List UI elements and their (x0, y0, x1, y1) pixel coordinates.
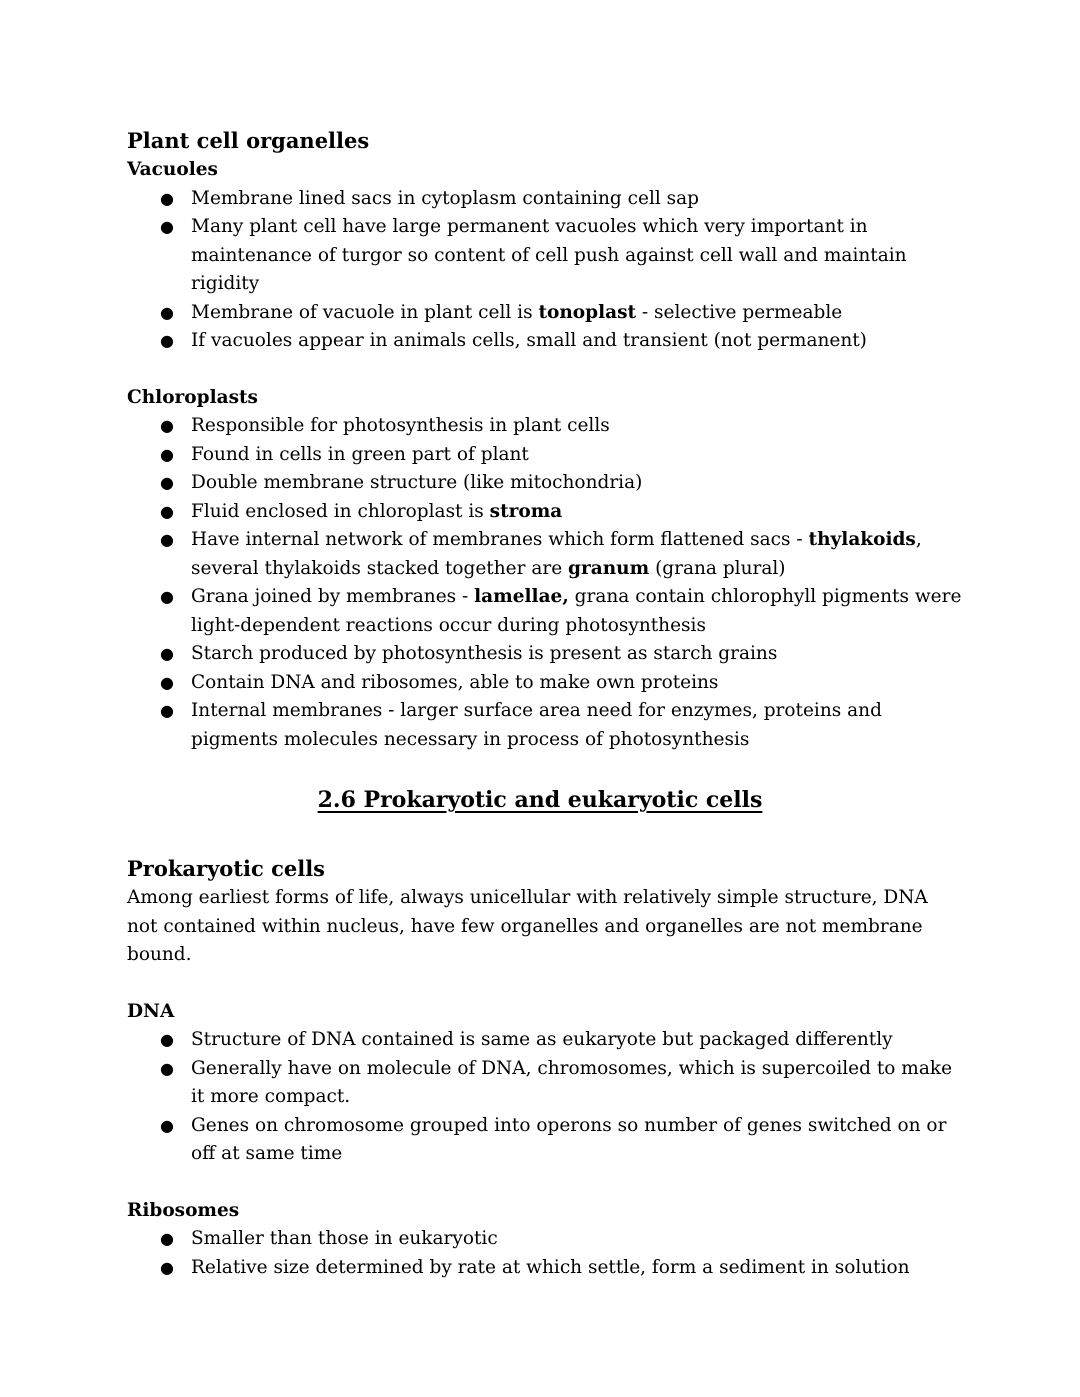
bullet-icon: ● (160, 587, 174, 606)
heading-ribosomes: Ribosomes (127, 1199, 240, 1221)
ribosomes-list (127, 1225, 963, 1282)
bullet-icon: ● (160, 1115, 174, 1135)
list-item: ● Relative size determined by rate at which settle, form a sediment in solution (127, 1254, 963, 1283)
list-item: ● Membrane of vacuole in plant cell is tonoplast - selective permeable (127, 299, 963, 328)
bullet-icon: ● (160, 530, 174, 549)
term-tonoplast: tonoplast (538, 301, 637, 323)
list-item: ● Double membrane structure (like mitochondria) (127, 469, 963, 498)
bullet-icon: ● (160, 217, 174, 236)
heading-dna: DNA (127, 1000, 175, 1022)
bullet-icon: ● (160, 644, 174, 663)
bullet-icon: ● (160, 1058, 174, 1078)
heading-plant-cell-organelles: Plant cell organelles (127, 128, 370, 153)
bullet-icon: ● (160, 701, 174, 720)
bullet-icon: ● (160, 672, 174, 692)
prokaryotic-intro: Among earliest forms of life, always unicellular with relatively simple structure, DNA not contained within nucleus, have few organelles and organelles are not membrane bound. (127, 887, 928, 965)
list-item: ● Many plant cell have large permanent vacuoles which very important in maintenance of turgor so content of cell push against cell wall and maintain rigidity (127, 213, 963, 299)
list-item: ● Smaller than those in eukaryotic (127, 1225, 963, 1254)
dna-list (127, 1026, 963, 1169)
bullet-icon: ● (160, 1257, 174, 1277)
list-item: ● Membrane lined sacs in cytoplasm containing cell sap (127, 185, 963, 214)
heading-vacuoles: Vacuoles (127, 159, 218, 180)
document-page (127, 126, 963, 1282)
list-item: ● Starch produced by photosynthesis is present as starch grains (127, 640, 963, 669)
bullet-icon: ● (160, 302, 174, 322)
list-item: ● If vacuoles appear in animals cells, small and transient (not permanent) (127, 327, 963, 356)
list-item: ● Fluid enclosed in chloroplast is stroma (127, 498, 963, 527)
term-thylakoids: thylakoids (808, 529, 916, 550)
list-item: ● Genes on chromosome grouped into operons so number of genes switched on or off at same time (127, 1112, 963, 1169)
list-item: ● Internal membranes - larger surface area need for enzymes, proteins and pigments molecules necessary in process of photosynthesis (127, 697, 963, 754)
term-lamellae: lamellae, (474, 586, 569, 607)
heading-prokaryotic-cells: Prokaryotic cells (127, 856, 325, 881)
vacuoles-list (127, 185, 963, 356)
bullet-icon: ● (160, 331, 174, 350)
list-item: ● Structure of DNA contained is same as eukaryote but packaged differently (127, 1026, 963, 1055)
bullet-icon: ● (160, 1030, 174, 1049)
heading-chloroplasts: Chloroplasts (127, 386, 258, 408)
bullet-icon: ● (160, 473, 174, 492)
list-item: ● Found in cells in green part of plant (127, 441, 963, 470)
term-stroma: stroma (489, 500, 563, 522)
section-title: 2.6 Prokaryotic and eukaryotic cells (317, 787, 763, 813)
list-item: ● Contain DNA and ribosomes, able to make own proteins (127, 669, 963, 698)
list-item: ● Have internal network of membranes which form flattened sacs - thylakoids, several thylakoids stacked together are granum (grana plural) (127, 526, 963, 583)
bullet-icon: ● (160, 444, 174, 464)
bullet-icon: ● (160, 1229, 174, 1248)
list-item: ● Generally have on molecule of DNA, chromosomes, which is supercoiled to make it more compact. (127, 1055, 963, 1112)
bullet-icon: ● (160, 188, 174, 208)
list-item: ● Grana joined by membranes - lamellae, grana contain chlorophyll pigments were light-dependent reactions occur during photosynthesis (127, 583, 963, 640)
bullet-icon: ● (160, 501, 174, 521)
chloroplasts-list (127, 412, 963, 754)
bullet-icon: ● (160, 416, 174, 435)
list-item: ● Responsible for photosynthesis in plant cells (127, 412, 963, 441)
term-granum: granum (568, 557, 650, 579)
